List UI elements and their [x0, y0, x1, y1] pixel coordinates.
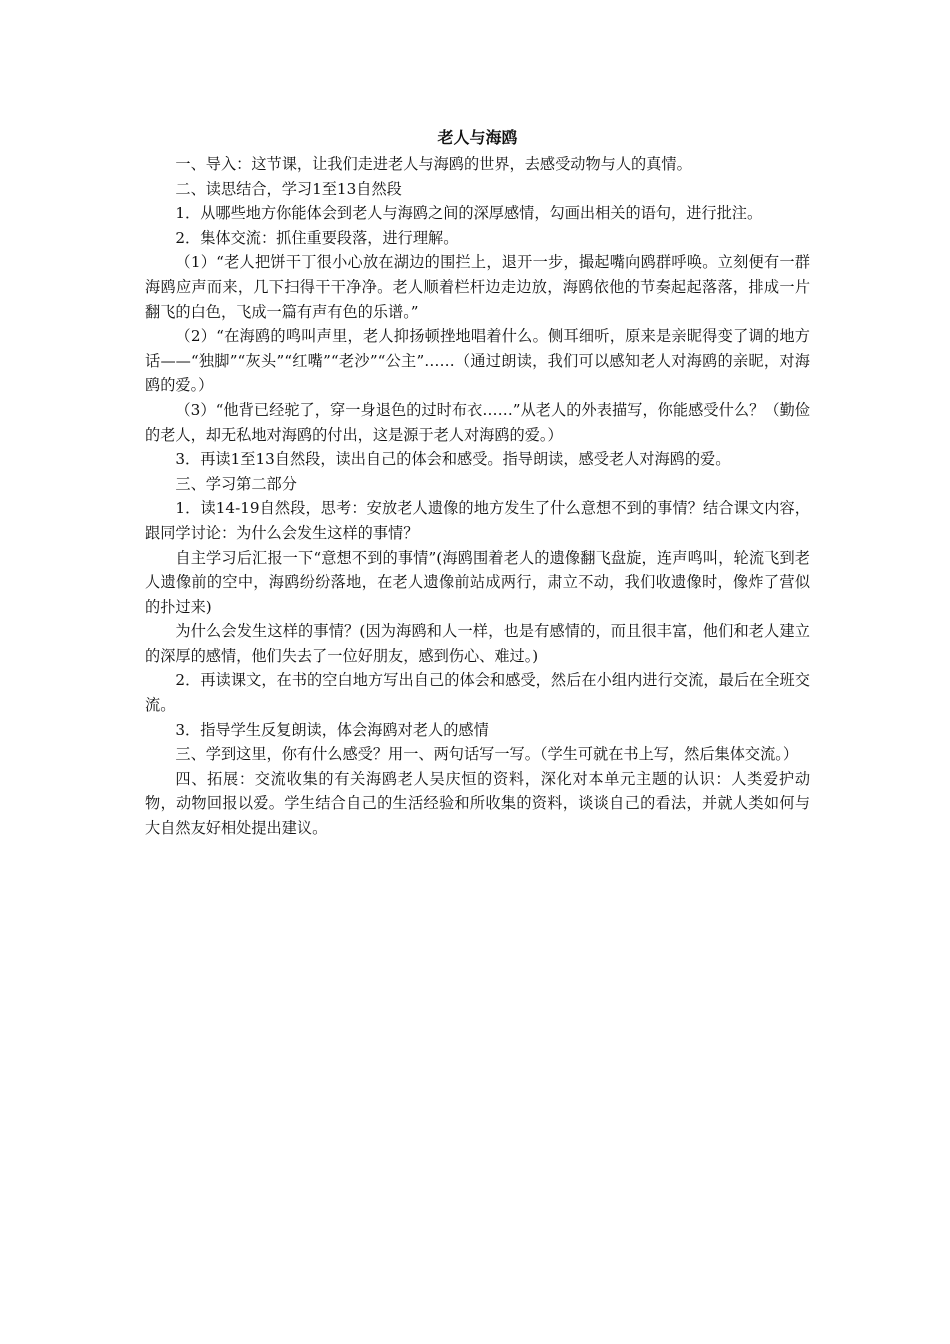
paragraph-part2-item-1: 1．读14-19自然段，思考：安放老人遗像的地方发生了什么意想不到的事情？结合课文内容，跟同学讨论：为什么会发生这样的事情？	[145, 499, 810, 542]
paragraph-part2-item-3: 3．指导学生反复朗读，体会海鸥对老人的感情	[175, 720, 489, 739]
paragraph-extension: 四、拓展：交流收集的有关海鸥老人吴庆恒的资料，深化对本单元主题的认识：人类爱护动物，动物回报以爱。学生结合自己的生活经验和所收集的资料，谈谈自己的看法，并就人类如何与大自然友好相处提出建议。	[145, 769, 810, 838]
document-title: 老人与海鸥	[437, 128, 518, 147]
paragraph-why: 为什么会发生这样的事情？(因为海鸥和人一样，也是有感情的，而且很丰富，他们和老人建立的深厚的感情，他们失去了一位好朋友，感到伤心、难过。)	[145, 622, 810, 665]
paragraph-item-2: 2．集体交流：抓住重要段落，进行理解。	[175, 228, 459, 247]
paragraph-quote-3: （3）“他背已经驼了，穿一身退色的过时布衣……”从老人的外表描写，你能感受什么？（勤俭的老人，却无私地对海鸥的付出，这是源于老人对海鸥的爱。）	[145, 400, 810, 444]
paragraph-section-2-heading: 二、读思结合，学习1至13自然段	[175, 179, 402, 198]
paragraph-quote-2: （2）“在海鸥的鸣叫声里，老人抑扬顿挫地唱着什么。侧耳细听，原来是亲昵得变了调的地方话——“独脚”“灰头”“红嘴”“老沙”“公主”……（通过朗读，我们可以感知老人对海鸥的亲昵，对海鸥的爱。）	[145, 327, 810, 395]
document-page	[145, 126, 810, 841]
paragraph-part2-item-2: 2．再读课文，在书的空白地方写出自己的体会和感受，然后在小组内进行交流，最后在全班交流。	[145, 671, 810, 715]
paragraph-report: 自主学习后汇报一下“意想不到的事情”(海鸥围着老人的遗像翻飞盘旋，连声鸣叫，轮流飞到老人遗像前的空中，海鸥纷纷落地，在老人遗像前站成两行，肃立不动，我们收遗像时，像炸了营似的扑过来)	[145, 548, 810, 616]
paragraph-item-1: 1．从哪些地方你能体会到老人与海鸥之间的深厚感情，勾画出相关的语句，进行批注。	[175, 204, 763, 223]
paragraph-item-3: 3．再读1至13自然段，读出自己的体会和感受。指导朗读，感受老人对海鸥的爱。	[175, 450, 731, 469]
paragraph-intro: 一、导入：这节课，让我们走进老人与海鸥的世界，去感受动物与人的真情。	[175, 155, 692, 173]
paragraph-quote-1: （1）“老人把饼干丁很小心放在湖边的围拦上，退开一步，撮起嘴向鸥群呼唤。立刻便有一群海鸥应声而来，几下扫得干干净净。老人顺着栏杆边走边放，海鸥依他的节奏起起落落，排成一片翻飞的白色，飞成一篇有声有色的乐谱。”	[145, 253, 810, 321]
paragraph-section-3-heading: 三、学习第二部分	[175, 474, 297, 493]
paragraph-reflection: 三、学到这里，你有什么感受？用一、两句话写一写。（学生可就在书上写，然后集体交流。）	[175, 745, 799, 764]
